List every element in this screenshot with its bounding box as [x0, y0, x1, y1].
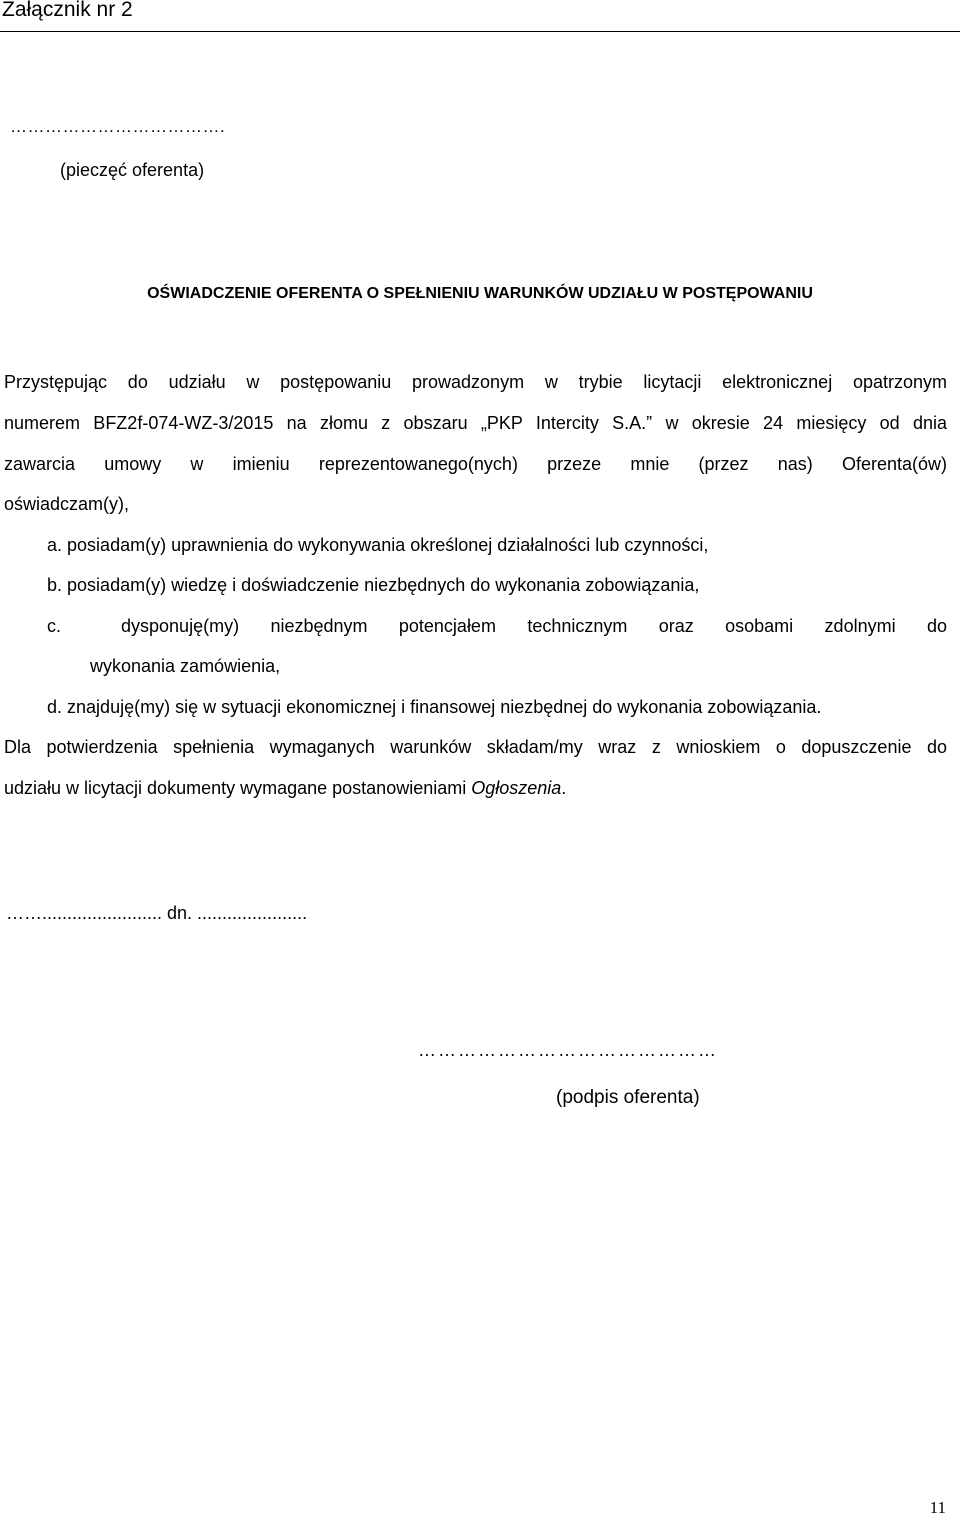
intro-line-2 — [4, 403, 947, 443]
closing-line-2-text: udziału w licytacji dokumenty wymagane postanowieniami — [4, 778, 472, 798]
list-item-b — [47, 565, 699, 605]
stamp-dotted-line: ………………………………. — [10, 117, 226, 136]
date-line: ……........................ dn. ...................... — [6, 903, 308, 923]
list-marker-a: a. — [47, 535, 63, 555]
list-item-c-continuation: wykonania zamówienia, — [90, 656, 281, 676]
signature-dotted-line: ……………………………………… — [418, 1040, 718, 1060]
closing-line-1: Dla potwierdzenia spełnienia wymaganych warunków składam/my wraz z wnioskiem o dopuszczenie do — [4, 737, 947, 757]
closing-line-2-italic: Ogłoszenia — [471, 778, 562, 798]
intro-line-2-reference: numerem BFZ2f-074-WZ-3/2015 na złomu z obszaru „PKP Intercity S.A.” — [4, 413, 653, 433]
document-title: OŚWIADCZENIE OFERENTA O SPEŁNIENIU WARUNKÓW UDZIAŁU W POSTĘPOWANIU — [147, 285, 813, 302]
list-item-c — [47, 606, 947, 646]
list-marker-b: b. — [47, 575, 63, 595]
intro-line-2-rest: w okresie 24 miesięcy od dnia — [652, 413, 947, 433]
list-item-a — [47, 525, 708, 565]
signature-label: (podpis oferenta) — [556, 1087, 700, 1108]
list-item-d — [47, 687, 821, 727]
page-number: 11 — [929, 1498, 946, 1517]
header-rule — [0, 31, 960, 32]
list-marker-c: c. — [47, 616, 62, 636]
list-text-d: znajduję(my) się w sytuacji ekonomicznej i finansowej niezbędnej do wykonania zobowiązania. — [67, 697, 822, 717]
intro-line-1: Przystępując do udziału w postępowaniu prowadzonym w trybie licytacji elektronicznej opatrzonym — [4, 372, 947, 392]
closing-line-2-end: . — [561, 778, 567, 798]
list-text-c: dysponuję(my) niezbędnym potencjałem technicznym oraz osobami zdolnymi do — [121, 616, 947, 636]
list-text-b: posiadam(y) wiedzę i doświadczenie niezbędnych do wykonania zobowiązania, — [67, 575, 700, 595]
intro-line-3: zawarcia umowy w imieniu reprezentowanego(nych) przeze mnie (przez nas) Oferenta(ów) — [4, 454, 947, 474]
list-marker-d: d. — [47, 697, 63, 717]
attachment-title: Załącznik nr 2 — [2, 0, 133, 21]
list-text-a: posiadam(y) uprawnienia do wykonywania określonej działalności lub czynności, — [67, 535, 709, 555]
closing-line-2 — [4, 768, 947, 808]
intro-line-4: oświadczam(y), — [4, 494, 130, 514]
stamp-label: (pieczęć oferenta) — [60, 160, 205, 180]
